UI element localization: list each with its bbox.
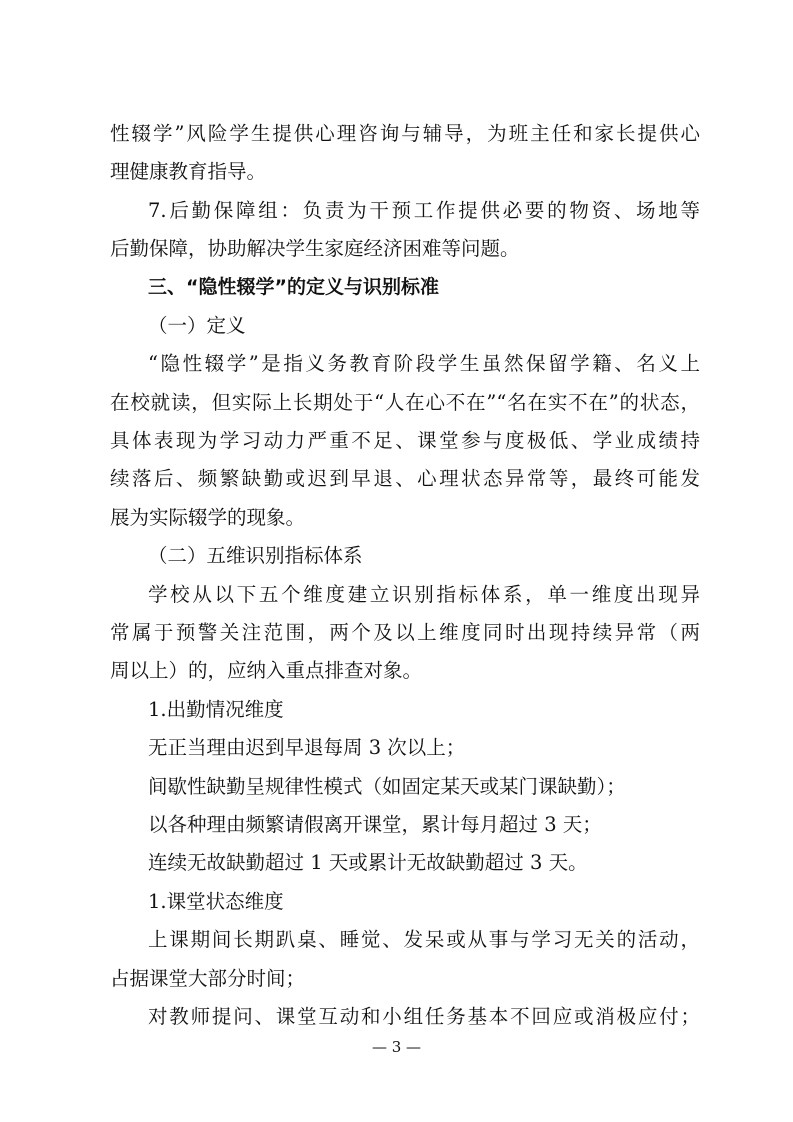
body-text-line: 常属于预警关注范围，两个及以上维度同时出现持续异常（两 <box>110 621 700 644</box>
body-text-line: 展为实际辍学的现象。 <box>110 506 306 529</box>
body-text-line: 后勤保障，协助解决学生家庭经济困难等问题。 <box>110 237 520 260</box>
body-text-line: 周以上）的，应纳入重点排查对象。 <box>110 659 423 682</box>
section-heading: 三、“隐性辍学”的定义与识别标准 <box>148 276 439 298</box>
subsection-heading: （二）五维识别指标体系 <box>148 544 363 567</box>
body-text-line: 具体表现为学习动力严重不足、课堂参与度极低、学业成绩持 <box>110 429 700 452</box>
list-item: 占据课堂大部分时间； <box>110 967 306 990</box>
body-text-line: 学校从以下五个维度建立识别指标体系，单一维度出现异 <box>148 583 700 606</box>
list-item: 对教师提问、课堂互动和小组任务基本不回应或消极应付； <box>148 1005 700 1028</box>
item-heading: 1.出勤情况维度 <box>148 698 284 721</box>
body-text-line: 理健康教育指导。 <box>110 160 267 183</box>
subsection-heading: （一）定义 <box>148 314 246 337</box>
item-heading: 1.课堂状态维度 <box>148 890 284 913</box>
list-item: 无正当理由迟到早退每周 3 次以上； <box>148 736 466 759</box>
body-text-line: “隐性辍学”是指义务教育阶段学生虽然保留学籍、名义上 <box>148 352 700 375</box>
body-text-line: 性辍学”风险学生提供心理咨询与辅导，为班主任和家长提供心 <box>110 122 700 145</box>
body-text-line: 7.后勤保障组：负责为干预工作提供必要的物资、场地等 <box>148 199 700 222</box>
body-text-line: 在校就读，但实际上长期处于“人在心不在”“名在实不在”的状态， <box>110 391 700 414</box>
body-text-line: 续落后、频繁缺勤或迟到早退、心理状态异常等，最终可能发 <box>110 467 700 490</box>
list-item: 连续无故缺勤超过 1 天或累计无故缺勤超过 3 天。 <box>148 851 588 874</box>
list-item: 以各种理由频繁请假离开课堂，累计每月超过 3 天； <box>148 813 602 836</box>
list-item: 上课期间长期趴桌、睡觉、发呆或从事与学习无关的活动， <box>148 928 700 951</box>
list-item: 间歇性缺勤呈规律性模式（如固定某天或某门课缺勤）； <box>148 775 626 798</box>
page-number: — 3 — <box>371 1038 422 1056</box>
